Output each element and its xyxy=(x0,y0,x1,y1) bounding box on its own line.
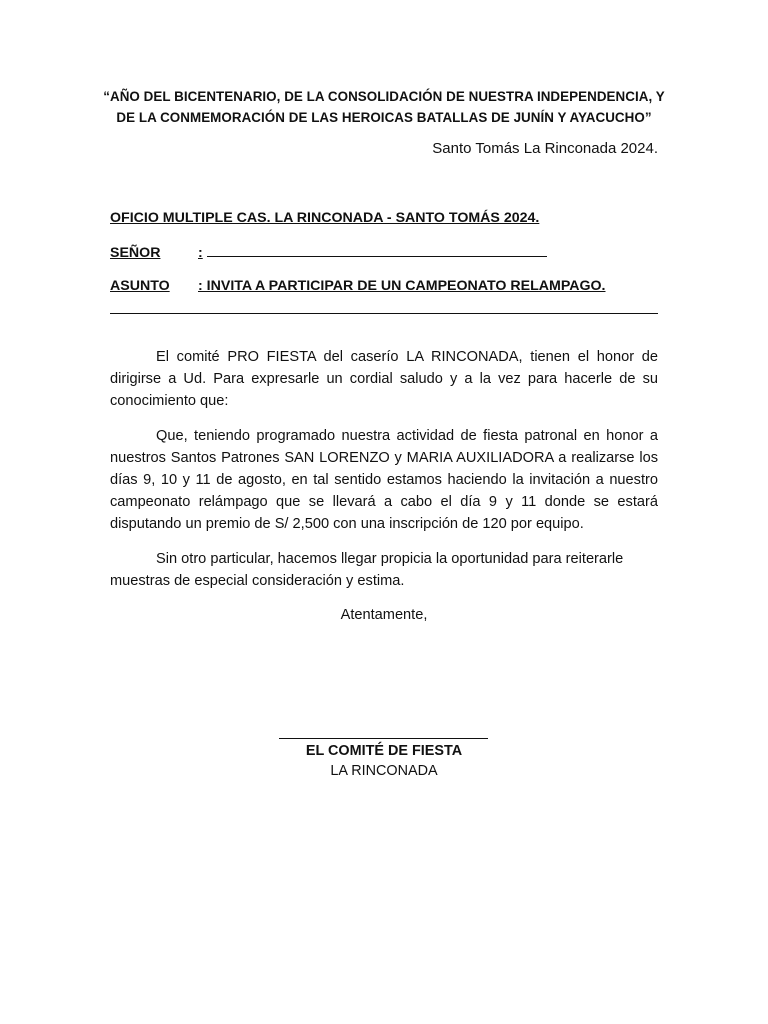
subject-row xyxy=(110,276,606,296)
oficio-title: OFICIO MULTIPLE CAS. LA RINCONADA - SANTO TOMÁS 2024. xyxy=(110,210,540,226)
addressee-blank-line xyxy=(207,242,547,257)
paragraph-greeting: El comité PRO FIESTA del caserío LA RINCONADA, tienen el honor de dirigirse a Ud. Para expresarle un cordial saludo y a la vez para hacerle de su conocimiento que: xyxy=(110,349,658,409)
signature-name: EL COMITÉ DE FIESTA xyxy=(305,743,463,759)
asunto-label: ASUNTO xyxy=(110,278,170,294)
closing-salutation: Atentamente, xyxy=(340,607,428,623)
addressee-row xyxy=(110,242,547,263)
year-motto: “AÑO DEL BICENTENARIO, DE LA CONSOLIDACIÓN DE NUESTRA INDEPENDENCIA, Y DE LA CONMEMORACIÓN DE LAS HEROICAS BATALLAS DE JUNÍN Y AYACUCHO” xyxy=(103,89,665,125)
senor-label: SEÑOR xyxy=(110,245,161,261)
paragraph-invitation: Que, teniendo programado nuestra actividad de fiesta patronal en honor a nuestros Santos Patrones SAN LORENZO y MARIA AUXILIADORA a realizarse los días 9, 10 y 11 de agosto, en tal sentido estamos haciendo la invitación a nuestro campeonato relámpago que se llevará a cabo el día 9 y 11 donde se estará disputando un premio de S/ 2,500 con una inscripción de 120 por equipo. xyxy=(110,428,658,532)
signature-place: LA RINCONADA xyxy=(330,763,438,779)
paragraph-farewell: Sin otro particular, hacemos llegar propicia la oportunidad para reiterarle muestras de especial consideración y estima. xyxy=(110,551,624,589)
place-date: Santo Tomás La Rinconada 2024. xyxy=(432,140,658,157)
signature-line xyxy=(279,738,488,739)
senor-colon: : xyxy=(198,245,203,261)
asunto-value: : INVITA A PARTICIPAR DE UN CAMPEONATO RELAMPAGO. xyxy=(198,278,606,294)
header-divider xyxy=(110,313,658,314)
